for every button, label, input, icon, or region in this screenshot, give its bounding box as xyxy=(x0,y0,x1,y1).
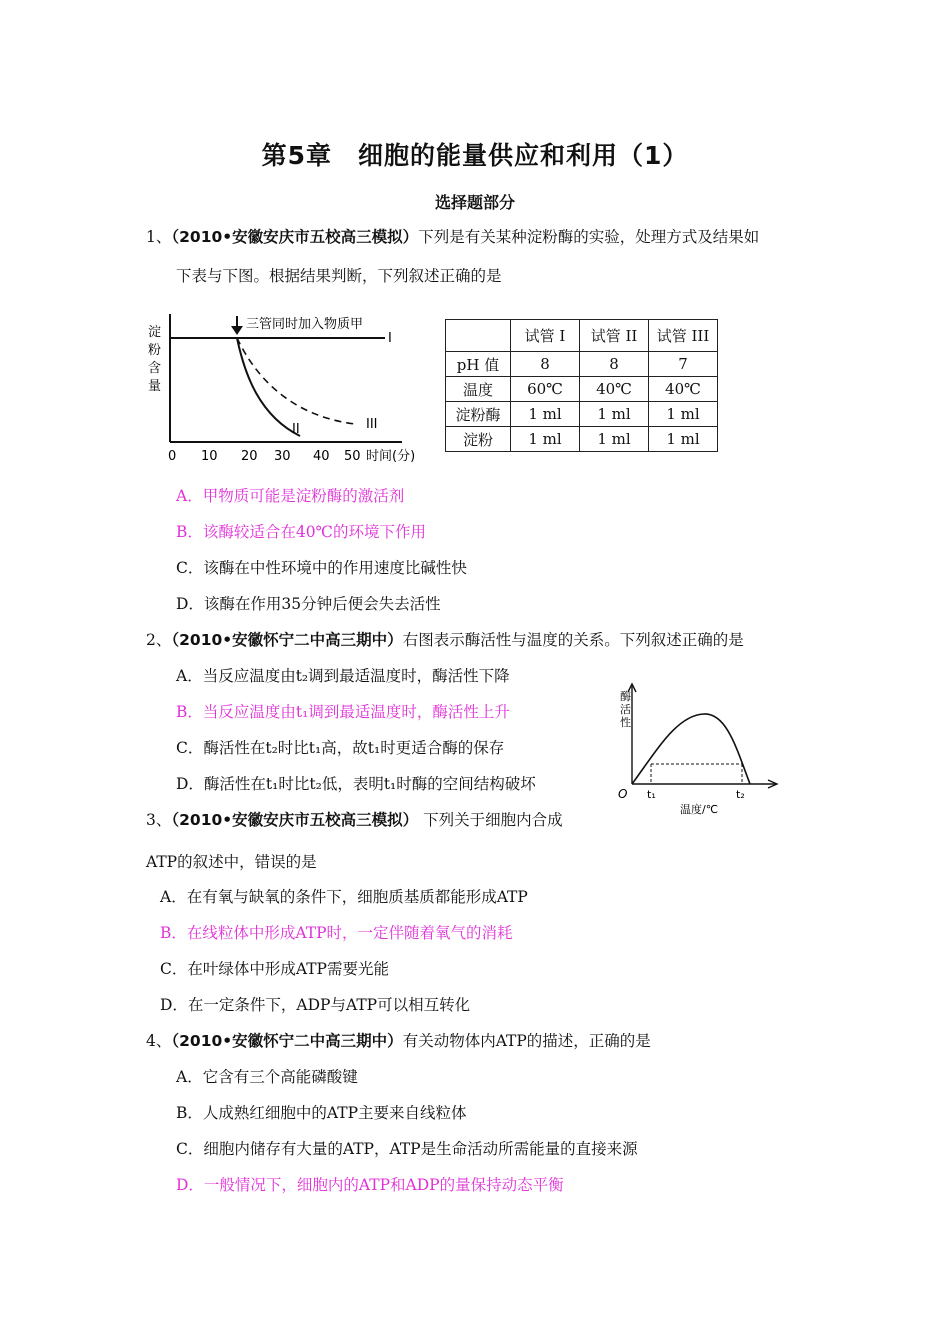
question-1-line1 xyxy=(146,225,759,247)
table-cell: 1 ml xyxy=(649,402,718,427)
q2-option-c: C．酶活性在t₂时比t₁高，故t₁时更适合酶的保存 xyxy=(176,739,505,757)
chart1-y-label xyxy=(148,324,161,394)
q4-option-c: C．细胞内储存有大量的ATP，ATP是生命活动所需能量的直接来源 xyxy=(176,1140,638,1158)
chart1-arrow-head xyxy=(231,326,243,335)
table-cell: 40℃ xyxy=(580,377,649,402)
question-1-stem: 下列是有关某种淀粉酶的实验，处理方式及结果如 xyxy=(418,228,760,246)
table-cell: 1 ml xyxy=(511,427,580,452)
chart2-y-char-2: 活 xyxy=(620,703,631,716)
chart1-xtick-30: 30 xyxy=(274,449,291,464)
chart1-annotation: 三管同时加入物质甲 xyxy=(246,317,364,332)
table-header-cell xyxy=(446,320,511,352)
question-2-line1 xyxy=(146,628,744,650)
table-row xyxy=(446,402,718,427)
starch-time-chart xyxy=(140,306,440,466)
q3-option-b: B．在线粒体中形成ATP时，一定伴随着氧气的消耗 xyxy=(160,924,513,942)
chart1-xtick-0: 0 xyxy=(168,449,177,464)
chart1-xtick-40: 40 xyxy=(313,449,330,464)
chart1-y-char-1: 淀 xyxy=(148,325,162,340)
table-header-cell: 试管 III xyxy=(649,320,718,352)
question-3-stem-2: ATP的叙述中，错误的是 xyxy=(146,853,317,871)
q4-option-a: A．它含有三个高能磷酸键 xyxy=(176,1068,358,1086)
chart1-y-char-3: 含 xyxy=(148,361,162,376)
chart1-xtick-10: 10 xyxy=(201,449,218,464)
q2-option-d: D．酶活性在t₁时比t₂低，表明t₁时酶的空间结构破坏 xyxy=(176,775,536,793)
q1-option-b: B．该酶较适合在40℃的环境下作用 xyxy=(176,523,426,541)
question-1-source: （2010•安徽安庆市五校高三模拟） xyxy=(171,228,419,246)
chart2-x-label: 温度/℃ xyxy=(680,803,719,816)
chart2-y-char-3: 性 xyxy=(620,716,631,729)
table-cell: 淀粉酶 xyxy=(446,402,511,427)
question-4-source: （2010•安徽怀宁二中高三期中） xyxy=(171,1032,403,1050)
section-subtitle: 选择题部分 xyxy=(434,193,515,212)
table-header-row xyxy=(446,320,718,352)
chart1-xtick-20: 20 xyxy=(241,449,258,464)
question-3-source: （2010•安徽安庆市五校高三模拟） xyxy=(171,811,419,829)
chart2-activity-curve xyxy=(632,714,750,784)
table-row xyxy=(446,377,718,402)
table-cell: 1 ml xyxy=(511,402,580,427)
q3-option-c: C．在叶绿体中形成ATP需要光能 xyxy=(160,960,389,978)
table-cell: 40℃ xyxy=(649,377,718,402)
table-row xyxy=(446,352,718,377)
question-4-line1 xyxy=(146,1029,651,1051)
chart1-curve-III xyxy=(237,338,355,424)
table-cell: 7 xyxy=(649,352,718,377)
question-4-stem: 有关动物体内ATP的描述，正确的是 xyxy=(402,1032,651,1050)
page-title: 第5章 细胞的能量供应和利用（1） xyxy=(261,141,689,170)
question-3-stem: 下列关于细胞内合成 xyxy=(418,811,563,829)
question-1-number: 1、 xyxy=(146,228,172,246)
table-cell: 8 xyxy=(580,352,649,377)
table-row xyxy=(446,427,718,452)
chart1-curve-II xyxy=(237,338,300,436)
q1-option-a: A．甲物质可能是淀粉酶的激活剂 xyxy=(176,487,405,505)
question-2-stem: 右图表示酶活性与温度的关系。下列叙述正确的是 xyxy=(402,631,744,649)
chart1-xtick-50: 50 xyxy=(344,449,361,464)
question-3-line1 xyxy=(146,808,563,830)
q2-option-b: B．当反应温度由t₁调到最适温度时，酶活性上升 xyxy=(176,703,510,721)
q4-option-b: B．人成熟红细胞中的ATP主要来自线粒体 xyxy=(176,1104,467,1122)
chart1-series-label-II: II xyxy=(292,422,300,437)
enzyme-temperature-chart xyxy=(612,680,790,818)
chart1-y-char-4: 量 xyxy=(148,379,162,394)
q1-option-c: C．该酶在中性环境中的作用速度比碱性快 xyxy=(176,559,467,577)
chart2-y-char-1: 酶 xyxy=(620,690,631,703)
chart1-x-label: 时间(分) xyxy=(366,449,416,464)
table-header-cell: 试管 I xyxy=(511,320,580,352)
q1-option-d: D．该酶在作用35分钟后便会失去活性 xyxy=(176,595,441,613)
question-2-source: （2010•安徽怀宁二中高三期中） xyxy=(171,631,403,649)
table-cell: 60℃ xyxy=(511,377,580,402)
table-cell: pH 值 xyxy=(446,352,511,377)
q4-option-d: D．一般情况下，细胞内的ATP和ADP的量保持动态平衡 xyxy=(176,1176,564,1194)
experiment-table xyxy=(445,319,718,452)
q3-option-d: D．在一定条件下，ADP与ATP可以相互转化 xyxy=(160,996,471,1014)
question-1-stem-2: 下表与下图。根据结果判断，下列叙述正确的是 xyxy=(176,267,502,285)
table-cell: 温度 xyxy=(446,377,511,402)
table-cell: 1 ml xyxy=(580,402,649,427)
chart2-t2-label: t₂ xyxy=(736,788,745,801)
question-2-number: 2、 xyxy=(146,631,172,649)
chart1-series-label-I: I xyxy=(388,331,392,346)
chart2-t1-label: t₁ xyxy=(647,788,656,801)
table-header-cell: 试管 II xyxy=(580,320,649,352)
question-4-number: 4、 xyxy=(146,1032,172,1050)
table-cell: 淀粉 xyxy=(446,427,511,452)
table-cell: 1 ml xyxy=(580,427,649,452)
chart1-y-char-2: 粉 xyxy=(148,343,162,358)
q3-option-a: A．在有氧与缺氧的条件下，细胞质基质都能形成ATP xyxy=(160,888,528,906)
table-cell: 1 ml xyxy=(649,427,718,452)
q2-option-a: A．当反应温度由t₂调到最适温度时，酶活性下降 xyxy=(176,667,510,685)
question-3-number: 3、 xyxy=(146,811,172,829)
table-cell: 8 xyxy=(511,352,580,377)
chart2-origin: O xyxy=(618,787,628,801)
chart1-series-label-III: III xyxy=(366,417,378,432)
